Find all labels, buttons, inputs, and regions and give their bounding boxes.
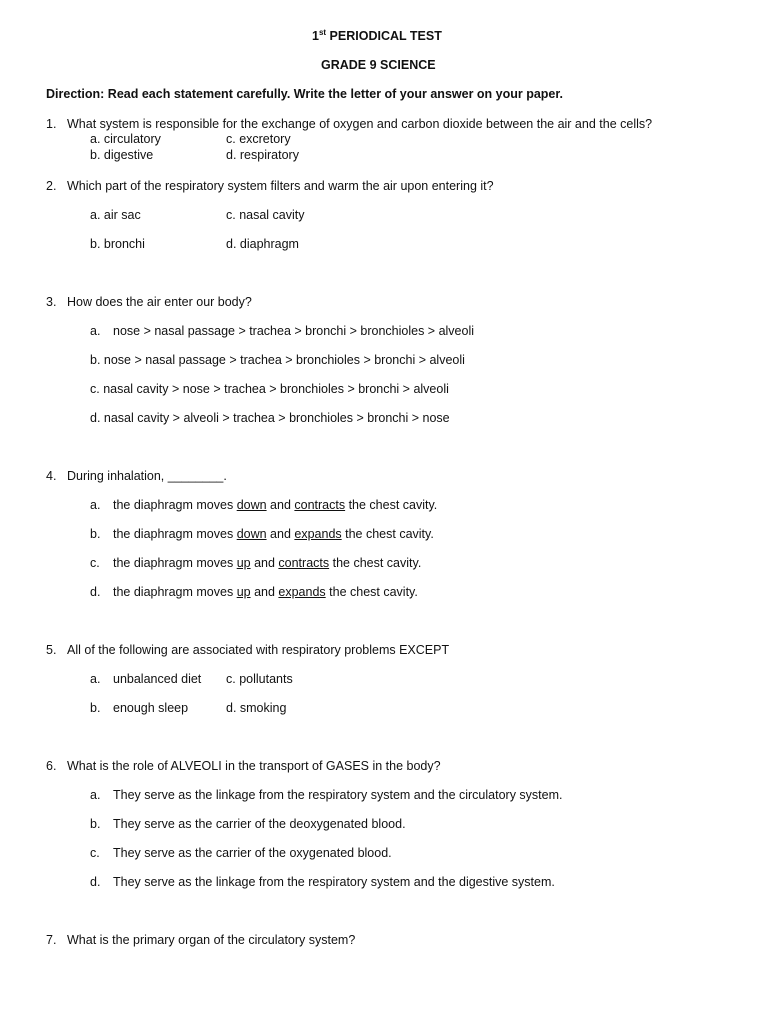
q5-option-d: d. smoking (226, 701, 287, 715)
q5-option-b: enough sleep (113, 701, 189, 715)
q2-question: Which part of the respiratory system filters and warm the air upon entering it? (67, 179, 494, 193)
q6-number: 6. (46, 759, 57, 773)
q5-option-c: c. pollutants (226, 672, 293, 686)
directions: Direction: Read each statement carefully. Write the letter of your answer on your paper. (46, 87, 564, 101)
q3-option-d: d. nasal cavity > alveoli > trachea > bronchioles > bronchi > nose (90, 411, 450, 425)
option-text: the diaphragm moves (113, 585, 237, 599)
q6-question: What is the role of ALVEOLI in the transport of GASES in the body? (67, 759, 441, 773)
q2-option-a: a. air sac (90, 208, 141, 222)
q5-option-a-letter: a. (90, 672, 101, 686)
q2-option-c: c. nasal cavity (226, 208, 305, 222)
q4-option-a (113, 498, 437, 512)
option-text: the chest cavity. (329, 556, 422, 570)
q2-option-d: d. diaphragm (226, 237, 299, 251)
q3-option-b: b. nose > nasal passage > trachea > bronchioles > bronchi > alveoli (90, 353, 465, 367)
q4-number: 4. (46, 469, 57, 483)
option-text: and (266, 498, 295, 512)
option-text: the diaphragm moves (113, 556, 237, 570)
q4-option-b-letter: b. (90, 527, 101, 541)
option-text: the diaphragm moves (113, 498, 237, 512)
option-text: the chest cavity. (345, 498, 438, 512)
q6-option-b-letter: b. (90, 817, 101, 831)
option-action: expands (294, 527, 342, 541)
option-text: the chest cavity. (341, 527, 434, 541)
q4-option-c-letter: c. (90, 556, 100, 570)
option-text: the diaphragm moves (113, 527, 237, 541)
q1-option-a: a. circulatory (90, 132, 161, 146)
q7-number: 7. (46, 933, 57, 947)
q6-option-a-letter: a. (90, 788, 101, 802)
title-text: PERIODICAL TEST (326, 29, 442, 43)
q6-option-c: They serve as the carrier of the oxygenated blood. (113, 846, 392, 860)
q6-option-d: They serve as the linkage from the respiratory system and the digestive system. (113, 875, 555, 889)
q4-option-b (113, 527, 434, 541)
title-sup: st (318, 27, 327, 37)
q5-option-a: unbalanced diet (113, 672, 202, 686)
q7-question: What is the primary organ of the circulatory system? (67, 933, 356, 947)
option-text: the chest cavity. (325, 585, 418, 599)
q1-option-c: c. excretory (226, 132, 291, 146)
q6-option-a: They serve as the linkage from the respiratory system and the circulatory system. (113, 788, 563, 802)
q3-option-c: c. nasal cavity > nose > trachea > bronchioles > bronchi > alveoli (90, 382, 449, 396)
q4-question: During inhalation, ________. (67, 469, 227, 483)
option-text: and (250, 585, 279, 599)
title-ordinal: 1 (312, 29, 319, 43)
q3-option-a-letter: a. (90, 324, 101, 338)
q4-option-a-letter: a. (90, 498, 101, 512)
q5-option-b-letter: b. (90, 701, 101, 715)
option-direction: up (236, 585, 251, 599)
q2-number: 2. (46, 179, 57, 193)
option-action: expands (278, 585, 326, 599)
option-direction: down (236, 498, 267, 512)
option-text: and (266, 527, 295, 541)
q6-option-b: They serve as the carrier of the deoxygenated blood. (113, 817, 406, 831)
q3-number: 3. (46, 295, 57, 309)
page-title (312, 29, 442, 43)
q5-number: 5. (46, 643, 57, 657)
q4-option-d (113, 585, 418, 599)
q1-option-b: b. digestive (90, 148, 154, 162)
q5-question: All of the following are associated with respiratory problems EXCEPT (67, 643, 450, 657)
option-action: contracts (294, 498, 346, 512)
q4-option-c (113, 556, 421, 570)
option-direction: down (236, 527, 267, 541)
q2-option-b: b. bronchi (90, 237, 145, 251)
q1-option-d: d. respiratory (226, 148, 299, 162)
q4-option-d-letter: d. (90, 585, 101, 599)
option-text: and (250, 556, 279, 570)
q3-question: How does the air enter our body? (67, 295, 252, 309)
option-direction: up (236, 556, 251, 570)
q1-question: What system is responsible for the exchange of oxygen and carbon dioxide between the air and the cells? (67, 117, 653, 131)
q1-number: 1. (46, 117, 57, 131)
q6-option-c-letter: c. (90, 846, 100, 860)
q6-option-d-letter: d. (90, 875, 101, 889)
option-action: contracts (278, 556, 330, 570)
page-subtitle: GRADE 9 SCIENCE (321, 58, 436, 72)
q3-option-a: nose > nasal passage > trachea > bronchi > bronchioles > alveoli (113, 324, 475, 338)
